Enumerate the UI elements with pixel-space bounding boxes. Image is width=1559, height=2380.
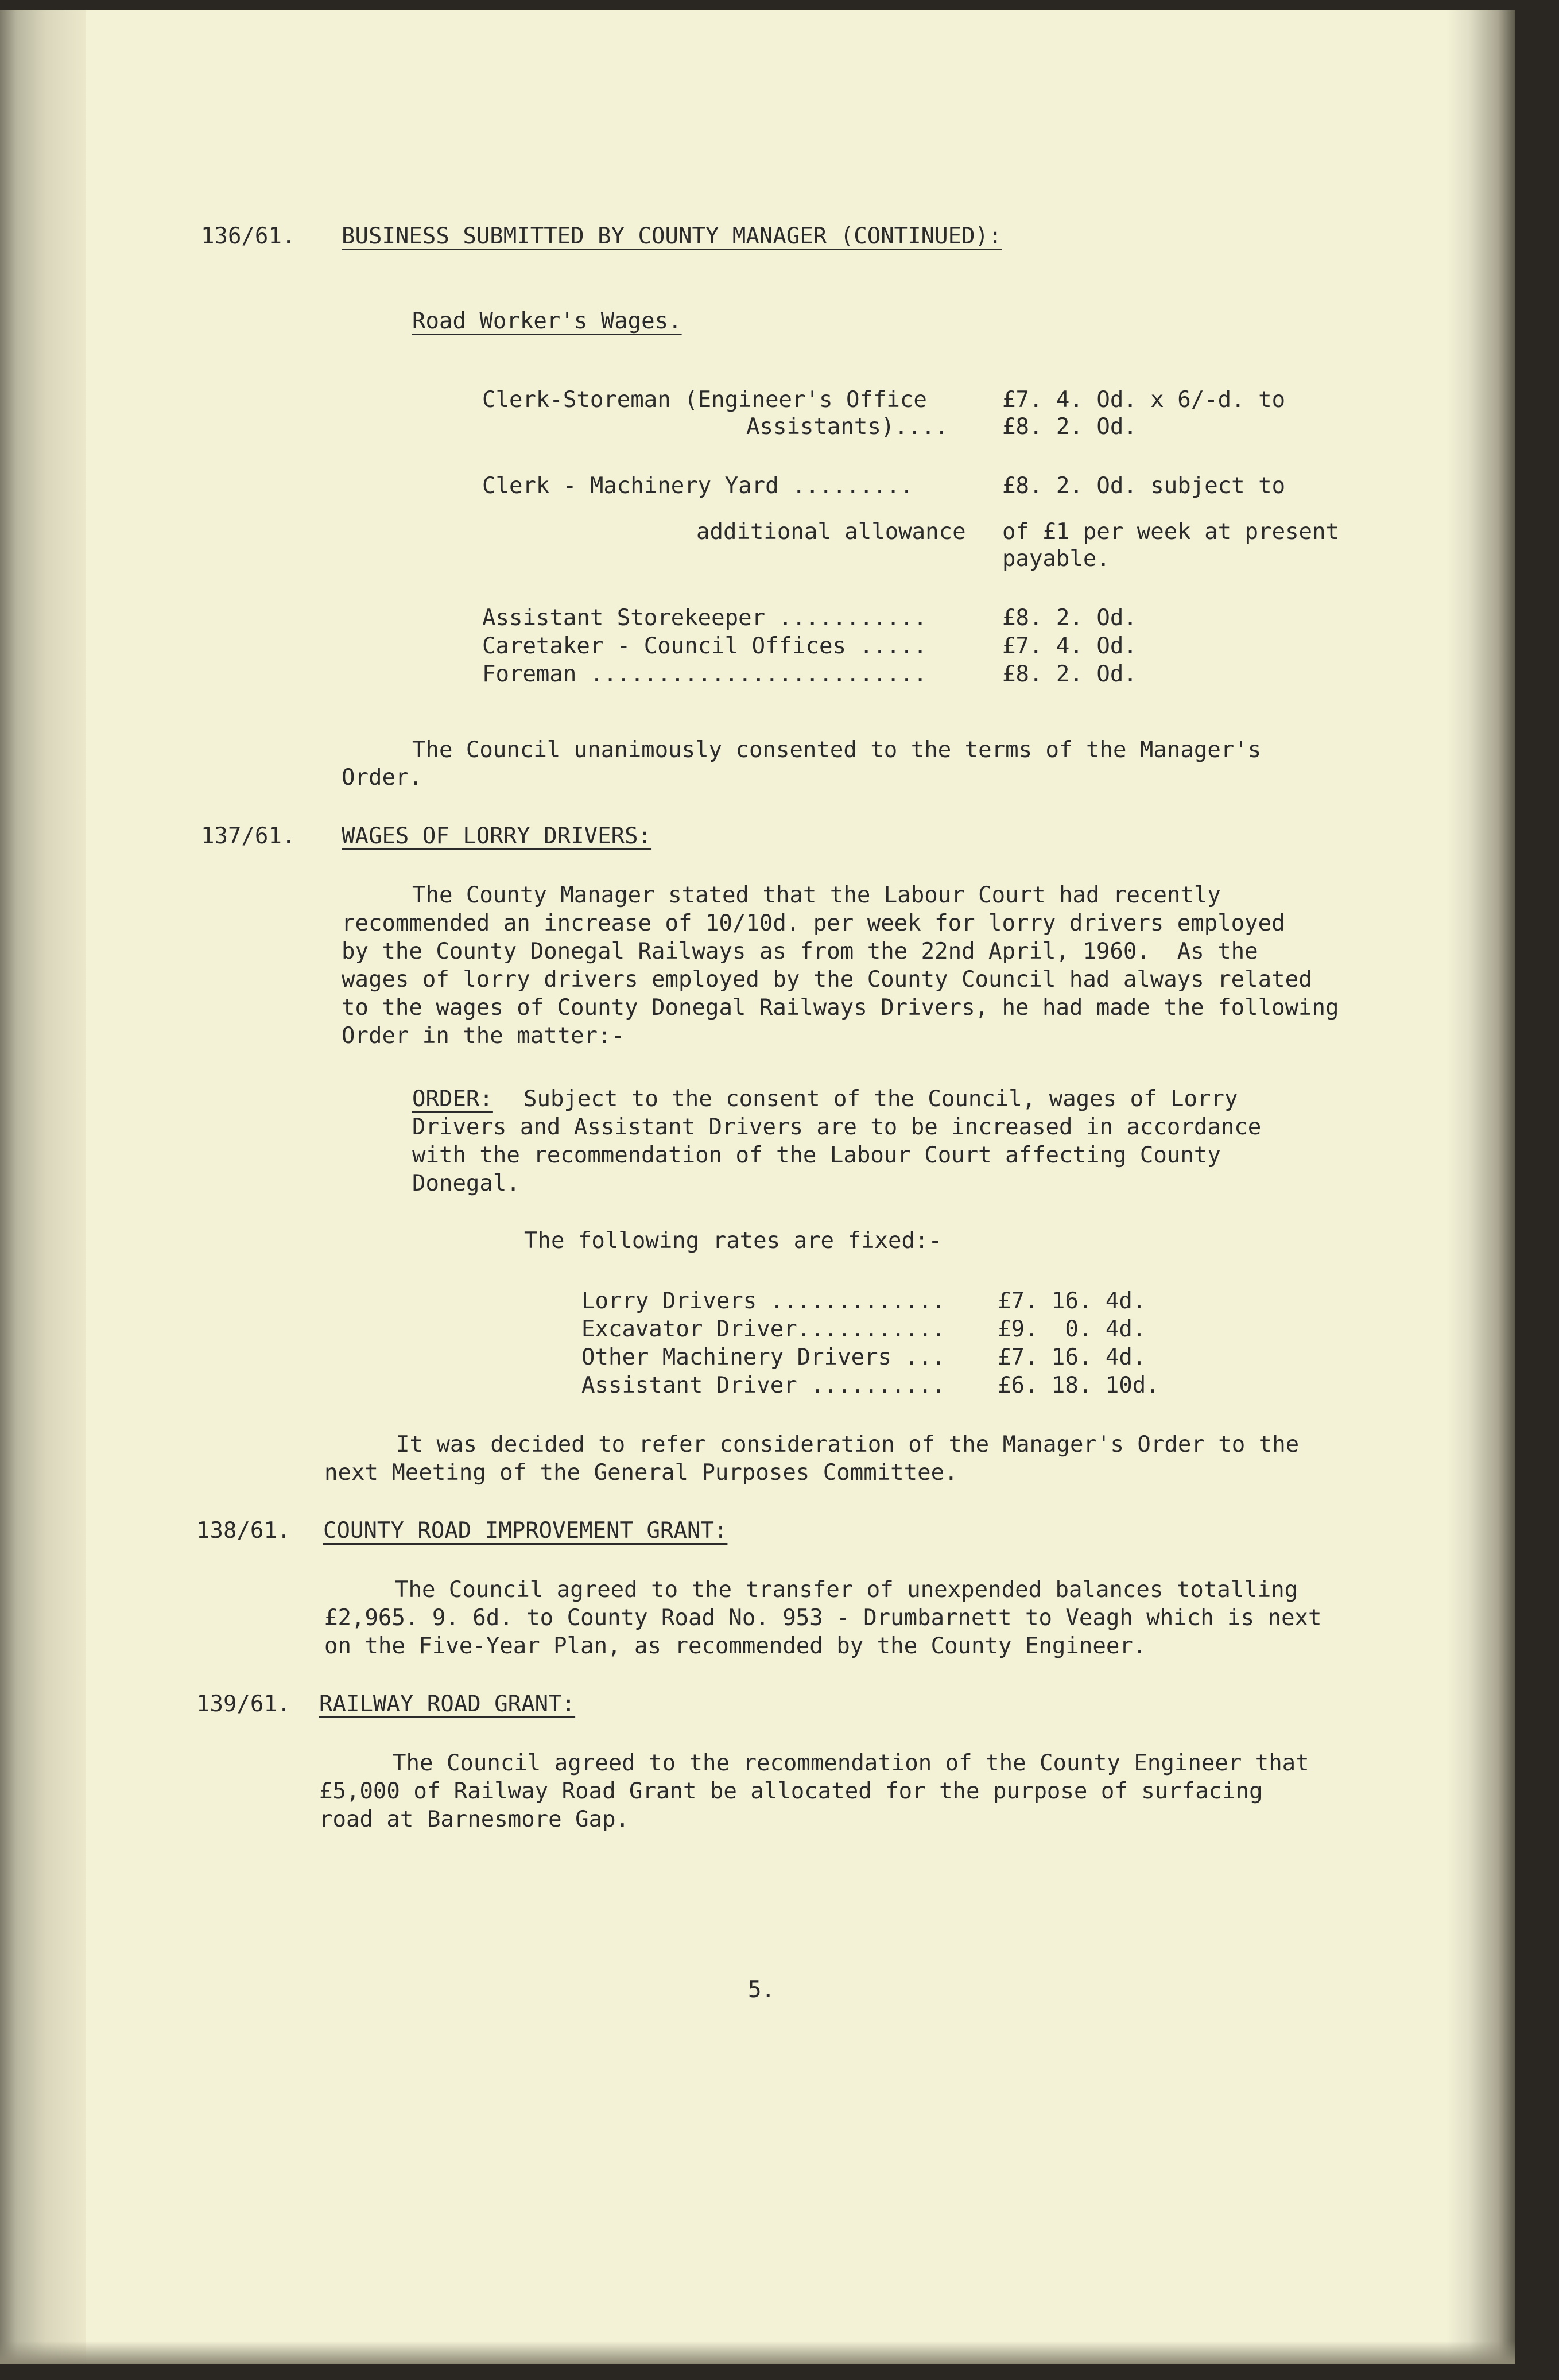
- rate-label: Assistant Driver ..........: [581, 1373, 945, 1398]
- order-text-line: with the recommendation of the Labour Court affecting County: [412, 1142, 1221, 1168]
- rate-label: Lorry Drivers .............: [581, 1288, 945, 1314]
- wage-row-value: payable.: [1002, 546, 1110, 572]
- rate-value: £9. 0. 4d.: [998, 1316, 1146, 1342]
- decision-line: next Meeting of the General Purposes Committee.: [324, 1460, 958, 1486]
- wage-row-label: Assistant Storekeeper ...........: [482, 605, 927, 631]
- paragraph-line: wages of lorry drivers employed by the County Council had always related: [342, 967, 1312, 993]
- order-text-line: Subject to the consent of the Council, wages of Lorry: [523, 1086, 1238, 1112]
- item-138-heading: COUNTY ROAD IMPROVEMENT GRANT:: [323, 1518, 728, 1544]
- wage-row-label: Assistants)....: [746, 414, 949, 440]
- wage-row-value: £7. 4. Od.: [1002, 633, 1137, 659]
- item-136-number: 136/61.: [201, 223, 296, 249]
- resolution-text: Order.: [342, 765, 422, 790]
- wage-row-label: additional allowance: [696, 519, 966, 545]
- wage-row-label: Clerk - Machinery Yard .........: [482, 473, 914, 499]
- item-136-subheading: Road Worker's Wages.: [412, 308, 682, 334]
- paragraph-line: The Council agreed to the transfer of unexpended balances totalling: [395, 1577, 1298, 1603]
- resolution-text: The Council unanimously consented to the terms of the Manager's: [412, 737, 1262, 763]
- item-136-heading: BUSINESS SUBMITTED BY COUNTY MANAGER (CONTINUED):: [342, 223, 1002, 249]
- paragraph-line: on the Five-Year Plan, as recommended by the County Engineer.: [324, 1633, 1147, 1659]
- wage-row-value: £7. 4. Od. x 6/-d. to: [1002, 387, 1286, 413]
- binding-spine: [0, 10, 86, 2364]
- item-137-number: 137/61.: [201, 823, 296, 849]
- wage-row-value: £8. 2. Od.: [1002, 605, 1137, 631]
- wage-row-label: Clerk-Storeman (Engineer's Office: [482, 387, 927, 413]
- wage-row-value: £8. 2. Od.: [1002, 414, 1137, 440]
- wage-row-value: £8. 2. Od. subject to: [1002, 473, 1286, 499]
- item-137-heading: WAGES OF LORRY DRIVERS:: [342, 823, 652, 849]
- paragraph-line: to the wages of County Donegal Railways Drivers, he had made the following: [342, 995, 1339, 1021]
- wage-row-label: Foreman .........................: [482, 661, 927, 687]
- page-number: 5.: [748, 1977, 775, 2003]
- rate-label: Excavator Driver...........: [581, 1316, 945, 1342]
- order-text-line: Donegal.: [412, 1170, 520, 1196]
- decision-line: It was decided to refer consideration of the Manager's Order to the: [396, 1432, 1300, 1458]
- paragraph-line: Order in the matter:-: [342, 1023, 625, 1049]
- page-edge-shadow: [1446, 10, 1515, 2364]
- paragraph-line: £5,000 of Railway Road Grant be allocated for the purpose of surfacing: [319, 1778, 1263, 1804]
- item-138-number: 138/61.: [196, 1518, 291, 1544]
- rates-intro: The following rates are fixed:-: [524, 1228, 942, 1254]
- paragraph-line: by the County Donegal Railways as from the 22nd April, 1960. As the: [342, 939, 1258, 964]
- paragraph-line: The County Manager stated that the Labour Court had recently: [412, 882, 1221, 908]
- order-text-line: Drivers and Assistant Drivers are to be increased in accordance: [412, 1114, 1262, 1140]
- order-label: ORDER:: [412, 1086, 493, 1112]
- rate-label: Other Machinery Drivers ...: [581, 1344, 945, 1370]
- wage-row-value: of £1 per week at present: [1002, 519, 1339, 545]
- wage-row-value: £8. 2. Od.: [1002, 661, 1137, 687]
- rate-value: £7. 16. 4d.: [998, 1288, 1146, 1314]
- item-139-number: 139/61.: [196, 1691, 291, 1717]
- page-bottom-shadow: [0, 2341, 1515, 2364]
- paragraph-line: road at Barnesmore Gap.: [319, 1807, 630, 1832]
- paragraph-line: The Council agreed to the recommendation of the County Engineer that: [393, 1750, 1309, 1776]
- paragraph-line: recommended an increase of 10/10d. per week for lorry drivers employed: [342, 910, 1285, 936]
- item-139-heading: RAILWAY ROAD GRANT:: [319, 1691, 576, 1717]
- paragraph-line: £2,965. 9. 6d. to County Road No. 953 - Drumbarnett to Veagh which is next: [324, 1605, 1322, 1631]
- rate-value: £6. 18. 10d.: [998, 1373, 1159, 1398]
- rate-value: £7. 16. 4d.: [998, 1344, 1146, 1370]
- document-page: [0, 10, 1515, 2364]
- wage-row-label: Caretaker - Council Offices .....: [482, 633, 927, 659]
